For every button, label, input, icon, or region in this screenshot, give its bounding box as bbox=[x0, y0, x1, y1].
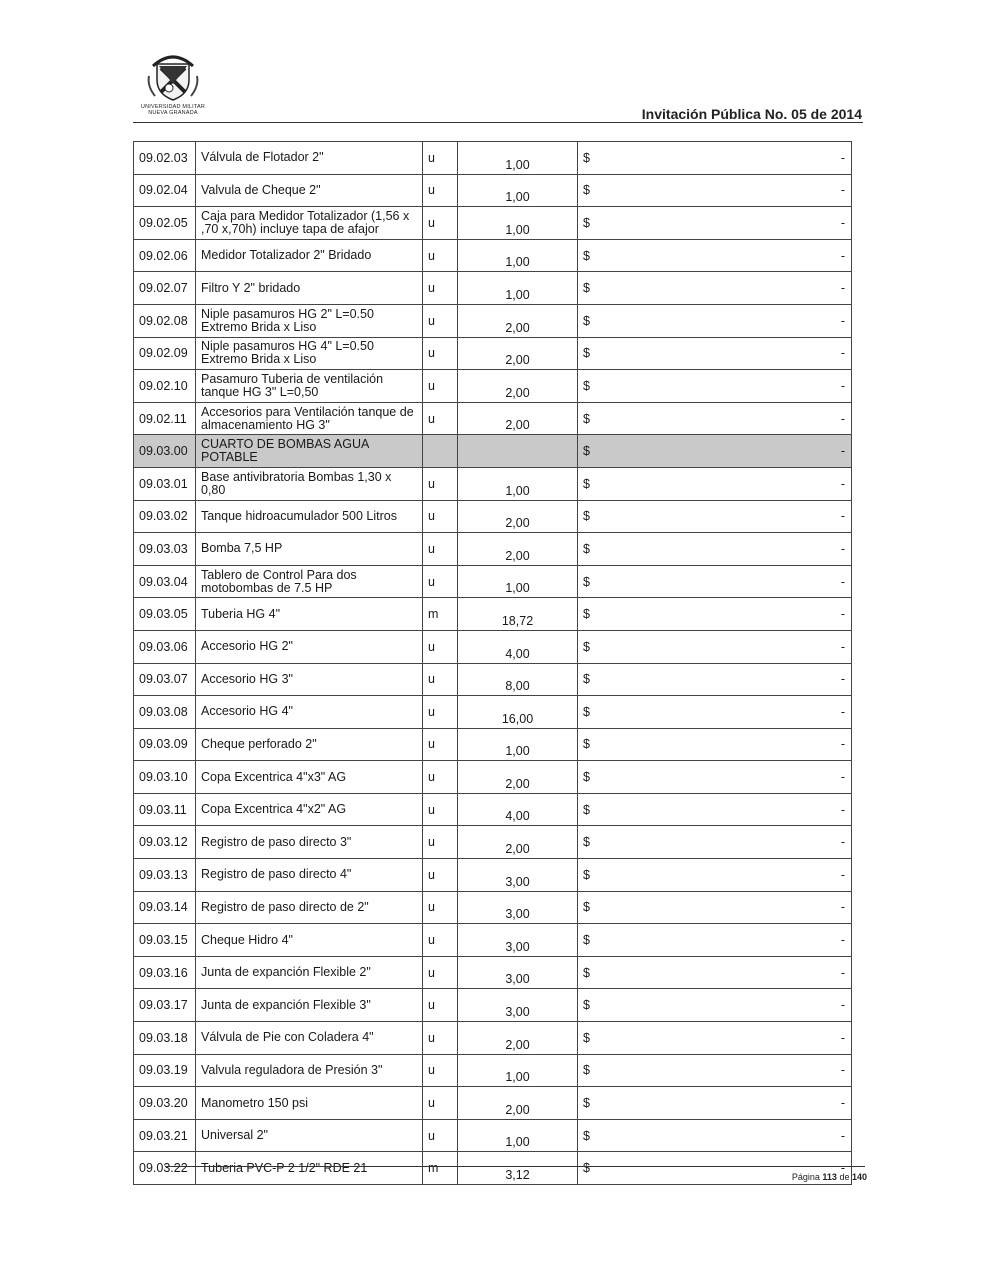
item-description: Cheque Hidro 4" bbox=[196, 924, 423, 957]
item-value: - bbox=[698, 500, 852, 533]
item-currency: $ bbox=[578, 1054, 698, 1087]
item-description: Niple pasamuros HG 2" L=0.50 Extremo Brida x Liso bbox=[196, 304, 423, 337]
table-row bbox=[134, 1119, 852, 1152]
item-description: Niple pasamuros HG 4" L=0.50 Extremo Brida x Liso bbox=[196, 337, 423, 370]
item-value: - bbox=[698, 598, 852, 631]
item-description: Cheque perforado 2" bbox=[196, 728, 423, 761]
item-unit: u bbox=[423, 728, 458, 761]
item-code: 09.02.10 bbox=[134, 370, 196, 403]
item-quantity: 3,00 bbox=[458, 956, 578, 989]
item-quantity: 1,00 bbox=[458, 467, 578, 500]
table-row bbox=[134, 239, 852, 272]
item-currency: $ bbox=[578, 826, 698, 859]
budget-table bbox=[133, 141, 852, 1185]
item-unit: u bbox=[423, 272, 458, 305]
item-value: - bbox=[698, 174, 852, 207]
item-description: Medidor Totalizador 2" Bridado bbox=[196, 239, 423, 272]
item-unit: u bbox=[423, 207, 458, 240]
item-currency: $ bbox=[578, 989, 698, 1022]
item-value: - bbox=[698, 533, 852, 566]
item-description: Accesorios para Ventilación tanque de almacenamiento HG 3" bbox=[196, 402, 423, 435]
item-quantity: 4,00 bbox=[458, 793, 578, 826]
item-code: 09.03.22 bbox=[134, 1152, 196, 1185]
item-currency: $ bbox=[578, 1087, 698, 1120]
item-value: - bbox=[698, 467, 852, 500]
table-row bbox=[134, 370, 852, 403]
item-description: Tanque hidroacumulador 500 Litros bbox=[196, 500, 423, 533]
item-value: - bbox=[698, 761, 852, 794]
item-code: 09.03.03 bbox=[134, 533, 196, 566]
item-description: Pasamuro Tuberia de ventilación tanque HG 3" L=0,50 bbox=[196, 370, 423, 403]
item-unit: u bbox=[423, 402, 458, 435]
page-total: 140 bbox=[851, 1172, 867, 1182]
item-unit: u bbox=[423, 859, 458, 892]
item-value: - bbox=[698, 239, 852, 272]
item-currency: $ bbox=[578, 696, 698, 729]
item-currency: $ bbox=[578, 1152, 698, 1185]
item-unit: u bbox=[423, 1087, 458, 1120]
item-quantity: 3,00 bbox=[458, 989, 578, 1022]
item-description: Accesorio HG 4" bbox=[196, 696, 423, 729]
item-currency: $ bbox=[578, 598, 698, 631]
item-code: 09.03.11 bbox=[134, 793, 196, 826]
item-currency: $ bbox=[578, 565, 698, 598]
item-code: 09.02.03 bbox=[134, 142, 196, 175]
item-description: Universal 2" bbox=[196, 1119, 423, 1152]
logo-text-line1: UNIVERSIDAD MILITAR bbox=[140, 104, 206, 110]
item-value: - bbox=[698, 859, 852, 892]
university-logo bbox=[138, 44, 208, 122]
page-prefix: Página bbox=[791, 1172, 820, 1182]
item-quantity: 2,00 bbox=[458, 370, 578, 403]
item-currency: $ bbox=[578, 761, 698, 794]
item-description: CUARTO DE BOMBAS AGUA POTABLE bbox=[196, 435, 423, 468]
item-value: - bbox=[698, 402, 852, 435]
item-description: Manometro 150 psi bbox=[196, 1087, 423, 1120]
table-row bbox=[134, 793, 852, 826]
table-row bbox=[134, 272, 852, 305]
item-description: Válvula de Flotador 2" bbox=[196, 142, 423, 175]
table-row bbox=[134, 1054, 852, 1087]
item-description: Accesorio HG 3" bbox=[196, 663, 423, 696]
item-quantity: 2,00 bbox=[458, 304, 578, 337]
item-currency: $ bbox=[578, 891, 698, 924]
item-currency: $ bbox=[578, 1022, 698, 1055]
item-unit: u bbox=[423, 565, 458, 598]
item-currency: $ bbox=[578, 533, 698, 566]
item-value: - bbox=[698, 1054, 852, 1087]
item-quantity: 1,00 bbox=[458, 1054, 578, 1087]
item-currency: $ bbox=[578, 728, 698, 761]
item-quantity: 1,00 bbox=[458, 1119, 578, 1152]
item-currency: $ bbox=[578, 304, 698, 337]
item-description: Tuberia PVC-P 2 1/2" RDE 21 bbox=[196, 1152, 423, 1185]
document-title: Invitación Pública No. 05 de 2014 bbox=[641, 106, 862, 122]
table-row bbox=[134, 696, 852, 729]
item-quantity: 3,00 bbox=[458, 891, 578, 924]
item-quantity: 2,00 bbox=[458, 1087, 578, 1120]
item-unit: u bbox=[423, 663, 458, 696]
item-value: - bbox=[698, 370, 852, 403]
item-unit: u bbox=[423, 696, 458, 729]
item-unit: u bbox=[423, 630, 458, 663]
item-value: - bbox=[698, 728, 852, 761]
item-unit: u bbox=[423, 1054, 458, 1087]
item-unit: u bbox=[423, 174, 458, 207]
item-value: - bbox=[698, 1119, 852, 1152]
item-code: 09.03.15 bbox=[134, 924, 196, 957]
item-value: - bbox=[698, 304, 852, 337]
item-unit: u bbox=[423, 304, 458, 337]
item-value: - bbox=[698, 793, 852, 826]
table-row bbox=[134, 500, 852, 533]
item-code: 09.03.16 bbox=[134, 956, 196, 989]
item-description: Caja para Medidor Totalizador (1,56 x ,70 x,70h) incluye tapa de afajor bbox=[196, 207, 423, 240]
item-currency: $ bbox=[578, 402, 698, 435]
item-quantity: 1,00 bbox=[458, 207, 578, 240]
item-quantity: 1,00 bbox=[458, 272, 578, 305]
page-separator: de bbox=[839, 1172, 850, 1182]
item-code: 09.02.11 bbox=[134, 402, 196, 435]
item-code: 09.03.02 bbox=[134, 500, 196, 533]
item-unit: u bbox=[423, 467, 458, 500]
item-description: Tuberia HG 4" bbox=[196, 598, 423, 631]
item-currency: $ bbox=[578, 435, 698, 468]
item-currency: $ bbox=[578, 924, 698, 957]
item-quantity: 2,00 bbox=[458, 826, 578, 859]
item-code: 09.03.13 bbox=[134, 859, 196, 892]
item-code: 09.03.20 bbox=[134, 1087, 196, 1120]
table-row bbox=[134, 924, 852, 957]
item-unit: m bbox=[423, 1152, 458, 1185]
item-value: - bbox=[698, 696, 852, 729]
budget-table-body bbox=[134, 142, 852, 1185]
table-row bbox=[134, 728, 852, 761]
item-value: - bbox=[698, 924, 852, 957]
table-row bbox=[134, 467, 852, 500]
section-row bbox=[134, 435, 852, 468]
item-code: 09.02.09 bbox=[134, 337, 196, 370]
item-code: 09.03.18 bbox=[134, 1022, 196, 1055]
item-unit: u bbox=[423, 924, 458, 957]
item-value: - bbox=[698, 1087, 852, 1120]
item-value: - bbox=[698, 891, 852, 924]
item-unit: u bbox=[423, 142, 458, 175]
item-code: 09.03.19 bbox=[134, 1054, 196, 1087]
table-row bbox=[134, 826, 852, 859]
item-unit: u bbox=[423, 891, 458, 924]
item-currency: $ bbox=[578, 630, 698, 663]
item-code: 09.02.04 bbox=[134, 174, 196, 207]
item-description: Registro de paso directo 4" bbox=[196, 859, 423, 892]
item-currency: $ bbox=[578, 793, 698, 826]
item-code: 09.03.06 bbox=[134, 630, 196, 663]
item-unit: m bbox=[423, 598, 458, 631]
item-value: - bbox=[698, 956, 852, 989]
budget-table-container bbox=[133, 141, 851, 1185]
item-unit: u bbox=[423, 500, 458, 533]
logo-text-line2: NUEVA GRANADA bbox=[148, 110, 198, 116]
item-unit: u bbox=[423, 533, 458, 566]
item-unit: u bbox=[423, 826, 458, 859]
footer-divider bbox=[165, 1166, 865, 1167]
item-currency: $ bbox=[578, 174, 698, 207]
item-quantity: 16,00 bbox=[458, 696, 578, 729]
item-currency: $ bbox=[578, 500, 698, 533]
item-value: - bbox=[698, 207, 852, 240]
item-unit: u bbox=[423, 956, 458, 989]
table-row bbox=[134, 989, 852, 1022]
item-code: 09.03.07 bbox=[134, 663, 196, 696]
item-quantity: 3,00 bbox=[458, 859, 578, 892]
item-description: Copa Excentrica 4"x3" AG bbox=[196, 761, 423, 794]
item-unit: u bbox=[423, 239, 458, 272]
item-quantity: 2,00 bbox=[458, 761, 578, 794]
item-currency: $ bbox=[578, 239, 698, 272]
item-quantity: 3,12 bbox=[458, 1152, 578, 1185]
item-currency: $ bbox=[578, 337, 698, 370]
item-code: 09.03.01 bbox=[134, 467, 196, 500]
table-row bbox=[134, 1152, 852, 1185]
item-code: 09.03.05 bbox=[134, 598, 196, 631]
item-value: - bbox=[698, 1152, 852, 1185]
table-row bbox=[134, 859, 852, 892]
item-code: 09.03.10 bbox=[134, 761, 196, 794]
item-unit: u bbox=[423, 370, 458, 403]
item-currency: $ bbox=[578, 859, 698, 892]
item-description: Valvula de Cheque 2" bbox=[196, 174, 423, 207]
item-code: 09.03.21 bbox=[134, 1119, 196, 1152]
item-value: - bbox=[698, 630, 852, 663]
item-value: - bbox=[698, 565, 852, 598]
item-currency: $ bbox=[578, 1119, 698, 1152]
item-unit: u bbox=[423, 1022, 458, 1055]
item-description: Valvula reguladora de Presión 3" bbox=[196, 1054, 423, 1087]
item-quantity: 2,00 bbox=[458, 500, 578, 533]
table-row bbox=[134, 565, 852, 598]
item-value: - bbox=[698, 826, 852, 859]
page-number bbox=[792, 1172, 867, 1182]
item-quantity: 8,00 bbox=[458, 663, 578, 696]
item-currency: $ bbox=[578, 467, 698, 500]
item-description: Registro de paso directo de 2" bbox=[196, 891, 423, 924]
item-description: Filtro Y 2" bridado bbox=[196, 272, 423, 305]
item-unit: u bbox=[423, 761, 458, 794]
table-row bbox=[134, 533, 852, 566]
item-code: 09.02.06 bbox=[134, 239, 196, 272]
item-currency: $ bbox=[578, 272, 698, 305]
page-current: 113 bbox=[822, 1172, 837, 1182]
item-quantity: 2,00 bbox=[458, 402, 578, 435]
item-value: - bbox=[698, 435, 852, 468]
item-description: Bomba 7,5 HP bbox=[196, 533, 423, 566]
shield-emblem-icon bbox=[143, 44, 203, 104]
item-description: Base antivibratoria Bombas 1,30 x 0,80 bbox=[196, 467, 423, 500]
table-row bbox=[134, 337, 852, 370]
item-quantity: 2,00 bbox=[458, 337, 578, 370]
table-row bbox=[134, 304, 852, 337]
table-row bbox=[134, 207, 852, 240]
table-row bbox=[134, 174, 852, 207]
item-code: 09.02.05 bbox=[134, 207, 196, 240]
item-quantity: 1,00 bbox=[458, 174, 578, 207]
item-code: 09.02.07 bbox=[134, 272, 196, 305]
item-unit bbox=[423, 435, 458, 468]
item-quantity: 1,00 bbox=[458, 565, 578, 598]
item-quantity: 1,00 bbox=[458, 239, 578, 272]
item-unit: u bbox=[423, 337, 458, 370]
table-row bbox=[134, 891, 852, 924]
item-description: Junta de expanción Flexible 2" bbox=[196, 956, 423, 989]
table-row bbox=[134, 761, 852, 794]
item-value: - bbox=[698, 1022, 852, 1055]
item-description: Accesorio HG 2" bbox=[196, 630, 423, 663]
item-code: 09.03.09 bbox=[134, 728, 196, 761]
item-value: - bbox=[698, 989, 852, 1022]
item-code: 09.02.08 bbox=[134, 304, 196, 337]
item-value: - bbox=[698, 272, 852, 305]
item-value: - bbox=[698, 663, 852, 696]
table-row bbox=[134, 663, 852, 696]
header-divider bbox=[133, 122, 863, 123]
table-row bbox=[134, 598, 852, 631]
table-row bbox=[134, 1022, 852, 1055]
item-currency: $ bbox=[578, 142, 698, 175]
item-code: 09.03.17 bbox=[134, 989, 196, 1022]
table-row bbox=[134, 630, 852, 663]
item-description: Registro de paso directo 3" bbox=[196, 826, 423, 859]
item-description: Junta de expanción Flexible 3" bbox=[196, 989, 423, 1022]
item-code: 09.03.12 bbox=[134, 826, 196, 859]
item-quantity: 2,00 bbox=[458, 1022, 578, 1055]
item-unit: u bbox=[423, 989, 458, 1022]
table-row bbox=[134, 402, 852, 435]
item-code: 09.03.00 bbox=[134, 435, 196, 468]
item-code: 09.03.04 bbox=[134, 565, 196, 598]
item-description: Copa Excentrica 4"x2" AG bbox=[196, 793, 423, 826]
table-row bbox=[134, 1087, 852, 1120]
item-value: - bbox=[698, 142, 852, 175]
item-quantity: 1,00 bbox=[458, 142, 578, 175]
item-unit: u bbox=[423, 793, 458, 826]
item-currency: $ bbox=[578, 663, 698, 696]
item-description: Tablero de Control Para dos motobombas de 7.5 HP bbox=[196, 565, 423, 598]
item-code: 09.03.14 bbox=[134, 891, 196, 924]
item-code: 09.03.08 bbox=[134, 696, 196, 729]
table-row bbox=[134, 956, 852, 989]
item-quantity: 1,00 bbox=[458, 728, 578, 761]
item-quantity: 3,00 bbox=[458, 924, 578, 957]
item-currency: $ bbox=[578, 956, 698, 989]
item-currency: $ bbox=[578, 207, 698, 240]
item-currency: $ bbox=[578, 370, 698, 403]
item-unit: u bbox=[423, 1119, 458, 1152]
item-quantity bbox=[458, 435, 578, 468]
item-value: - bbox=[698, 337, 852, 370]
item-quantity: 4,00 bbox=[458, 630, 578, 663]
table-row bbox=[134, 142, 852, 175]
item-quantity: 18,72 bbox=[458, 598, 578, 631]
item-quantity: 2,00 bbox=[458, 533, 578, 566]
item-description: Válvula de Pie con Coladera 4" bbox=[196, 1022, 423, 1055]
